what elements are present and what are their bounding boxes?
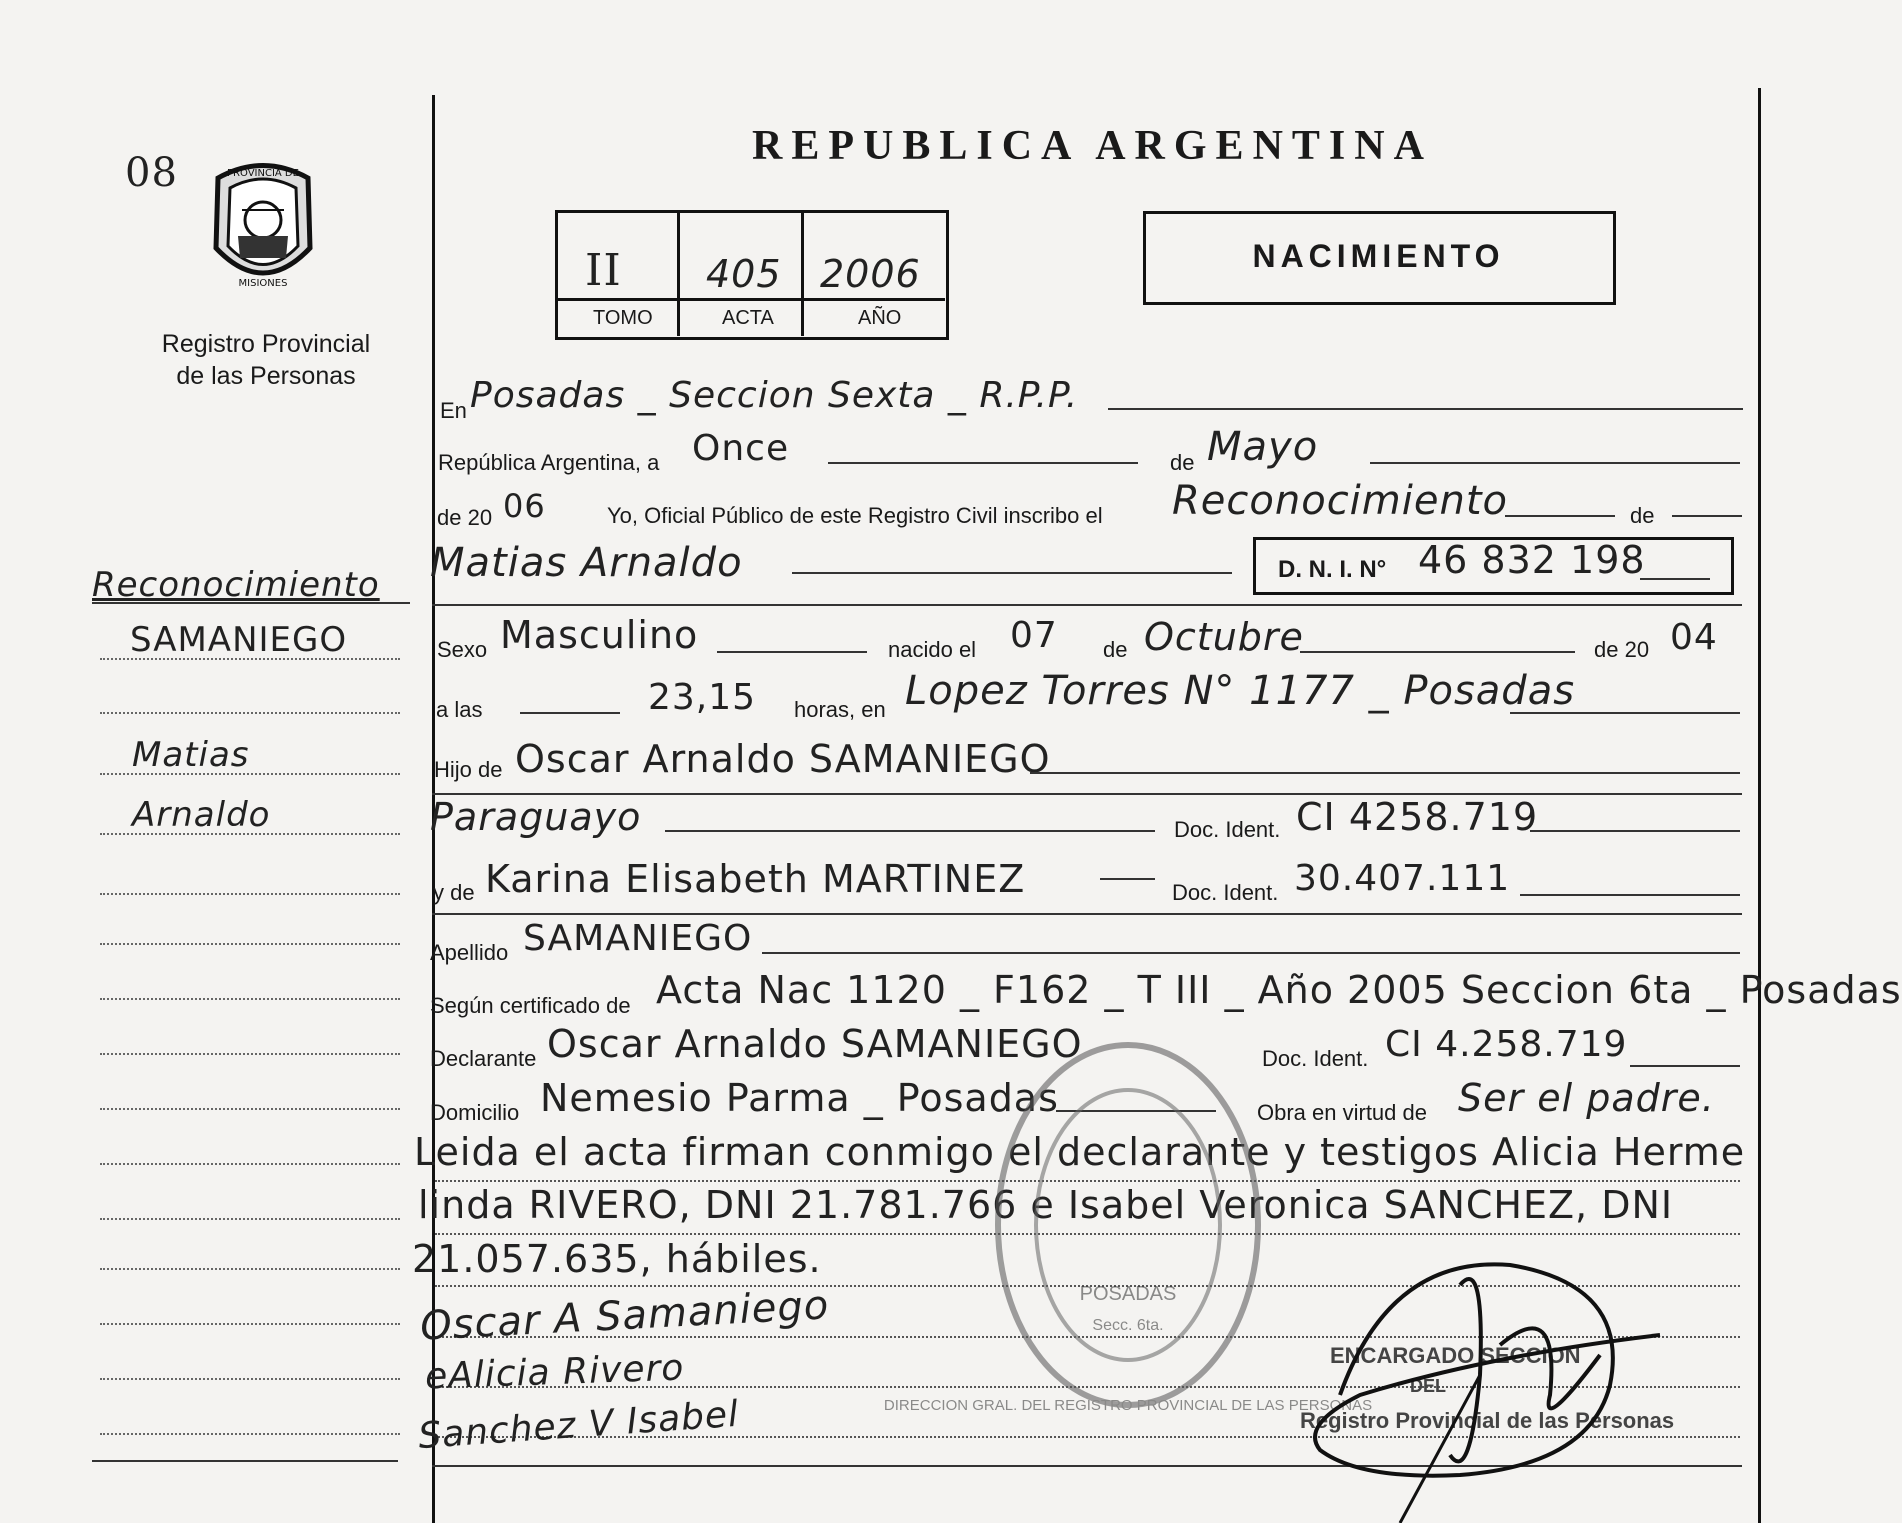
label-de3: de (1103, 637, 1128, 662)
father-nationality-value: Paraguayo (430, 795, 642, 839)
form-right-border (1758, 88, 1761, 1523)
declarante-value: Oscar Arnaldo SAMANIEGO (547, 1022, 1083, 1066)
tomo-value: II (585, 245, 622, 296)
domicilio-value: Nemesio Parma _ Posadas (540, 1076, 1059, 1120)
label-obra: Obra en virtud de (1257, 1100, 1427, 1125)
margin-line (100, 1053, 400, 1055)
act-value: Reconocimiento (1172, 478, 1508, 524)
margin-line (100, 943, 400, 945)
form-line (717, 651, 867, 653)
form-line (1510, 712, 1740, 714)
label-doc-ident-3: Doc. Ident. (1262, 1046, 1369, 1071)
margin-line (100, 658, 400, 660)
notes-line-2: linda RIVERO, DNI 21.781.766 e Isabel Veronica SANCHEZ, DNI (418, 1183, 1674, 1227)
father-doc-value: CI 4258.719 (1296, 795, 1539, 839)
label-domicilio: Domicilio (430, 1100, 520, 1125)
form-line (1505, 515, 1615, 517)
registry-name-line2: de las Personas (176, 362, 356, 390)
label-de20b: de 20 (1594, 637, 1650, 662)
margin-line (100, 833, 400, 835)
margin-line (100, 998, 400, 1000)
margin-line (100, 1163, 400, 1165)
label-alas: a las (436, 697, 483, 722)
misiones-seal-icon (198, 158, 328, 298)
svg-text:MISIONES: MISIONES (238, 278, 288, 289)
form-line (1640, 578, 1710, 580)
official-stamp-line2: DEL (1410, 1376, 1446, 1396)
margin-line (100, 1108, 400, 1110)
signature-witness-1: eAlicia Rivero (424, 1347, 686, 1398)
notes-line-3: 21.057.635, hábiles. (412, 1237, 822, 1281)
label-republica: República Argentina, a (438, 450, 660, 475)
table-divider (677, 212, 680, 336)
official-stamp-line1: ENCARGADO SECCION (1330, 1343, 1581, 1368)
margin-entry-4: Arnaldo (132, 795, 271, 835)
ano-value: 2006 (820, 252, 921, 296)
official-signature-icon (1300, 1225, 1680, 1523)
label-yo: Yo, Oficial Público de este Registro Civil inscribo el (607, 503, 1103, 528)
father-name-value: Oscar Arnaldo SAMANIEGO (515, 737, 1051, 781)
notes-line-1: Leida el acta firman conmigo el declarante y testigos Alicia Herme (414, 1130, 1746, 1174)
birthplace-value: Lopez Torres N° 1177 _ Posadas (905, 668, 1576, 714)
acta-value: 405 (706, 252, 782, 296)
label-sexo: Sexo (437, 637, 488, 662)
label-de: de (1170, 450, 1195, 475)
year-value: 06 (503, 487, 546, 525)
mother-doc-value: 30.407.111 (1294, 858, 1511, 899)
page-number: 08 (125, 150, 178, 196)
form-line (665, 830, 1155, 832)
acta-label: ACTA (722, 307, 774, 329)
month-value: Mayo (1207, 424, 1319, 470)
registry-name-line1: Registro Provincial (161, 330, 371, 358)
form-line (432, 913, 1742, 915)
ano-label: AÑO (858, 307, 902, 329)
time-value: 23,15 (648, 677, 757, 718)
svg-text:DIRECCION GRAL. DEL REGISTRO P: DIRECCION GRAL. DEL REGISTRO PROVINCIAL DE LAS PERSONAS (883, 1397, 1373, 1414)
form-line (1370, 462, 1740, 464)
label-hijo: Hijo de (434, 757, 503, 782)
margin-line (100, 1218, 400, 1220)
form-line (1300, 651, 1575, 653)
form-line (432, 604, 1742, 606)
birth-year-value: 04 (1670, 617, 1718, 658)
day-value: Once (692, 428, 790, 469)
table-divider (801, 212, 804, 336)
form-line (1630, 1065, 1740, 1067)
label-segun: Según certificado de (430, 993, 631, 1018)
margin-entry-3: Matias (132, 735, 250, 775)
form-line (1672, 515, 1742, 517)
margin-rule (92, 1460, 398, 1462)
form-line (1030, 772, 1740, 774)
margin-entry-2: SAMANIEGO (130, 620, 348, 660)
form-line (1108, 408, 1743, 410)
surname-value: SAMANIEGO (523, 918, 753, 959)
birth-day-value: 07 (1010, 615, 1058, 656)
form-line (762, 952, 1740, 954)
form-line (828, 462, 1138, 464)
svg-text:PROVINCIA DE: PROVINCIA DE (227, 168, 299, 179)
label-de20: de 20 (437, 505, 493, 530)
margin-line (100, 893, 400, 895)
certificate-value: Acta Nac 1120 _ F162 _ T III _ Año 2005 Seccion 6ta _ Posadas (656, 968, 1902, 1012)
signature-declarante: Oscar A Samaniego (419, 1282, 831, 1350)
declarante-doc-value: CI 4.258.719 (1385, 1024, 1628, 1065)
form-line (1520, 894, 1740, 896)
margin-line (100, 1433, 400, 1435)
margin-line (100, 773, 400, 775)
label-dni: D. N. I. N° (1278, 556, 1387, 583)
label-yde: y de (433, 880, 475, 905)
record-type: NACIMIENTO (1252, 238, 1505, 274)
label-horas: horas, en (794, 697, 886, 722)
form-line (1100, 878, 1155, 880)
svg-text:POSADAS: POSADAS (1079, 1283, 1177, 1305)
label-apellido: Apellido (430, 940, 509, 965)
margin-line (100, 1268, 400, 1270)
margin-entry-1: Reconocimiento (92, 565, 380, 605)
mother-name-value: Karina Elisabeth MARTINEZ (485, 857, 1026, 901)
label-doc-ident-2: Doc. Ident. (1172, 880, 1279, 905)
label-nacido: nacido el (888, 637, 977, 662)
label-en: En (440, 398, 467, 423)
official-stamp-line3: Registro Provincial de las Personas (1300, 1408, 1675, 1433)
form-line (792, 572, 1232, 574)
margin-line (100, 1323, 400, 1325)
form-line (1530, 830, 1740, 832)
signature-witness-2: Sanchez V Isabel (416, 1393, 741, 1458)
obra-value: Ser el padre. (1458, 1076, 1715, 1120)
label-declarante: Declarante (430, 1046, 537, 1071)
child-name-value: Matias Arnaldo (430, 540, 743, 586)
margin-line (100, 712, 400, 714)
birth-month-value: Octubre (1144, 615, 1304, 659)
margin-rule (92, 602, 410, 604)
svg-text:Secc. 6ta.: Secc. 6ta. (1092, 1317, 1164, 1334)
page-title: REPUBLICA ARGENTINA (752, 123, 1433, 169)
table-divider (557, 298, 945, 301)
sexo-value: Masculino (500, 613, 699, 657)
margin-line (100, 1378, 400, 1380)
dni-value: 46 832 198 (1418, 538, 1646, 582)
label-de2: de (1630, 503, 1655, 528)
place-value: Posadas _ Seccion Sexta _ R.P.P. (470, 375, 1079, 416)
tomo-label: TOMO (593, 307, 653, 329)
label-doc-ident-1: Doc. Ident. (1174, 817, 1281, 842)
form-line (520, 712, 620, 714)
